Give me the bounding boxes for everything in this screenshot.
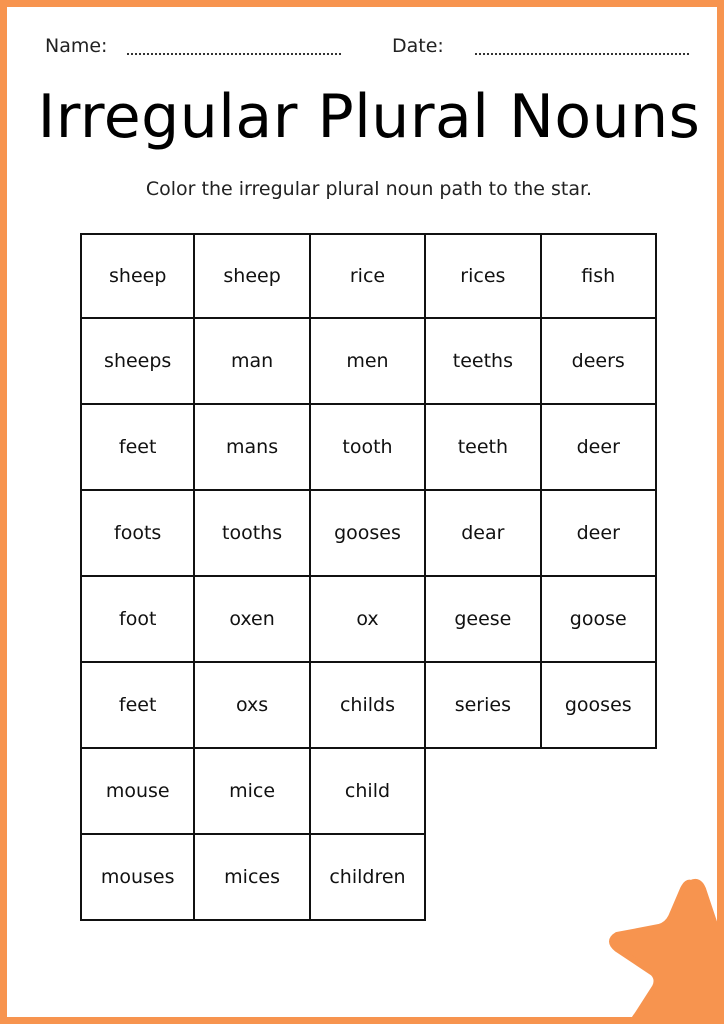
word-label: sheep <box>223 265 281 287</box>
word-cell[interactable] <box>80 663 195 749</box>
word-cell[interactable] <box>426 233 541 319</box>
word-cell[interactable] <box>311 319 426 405</box>
word-cell[interactable] <box>426 319 541 405</box>
word-cell[interactable] <box>195 405 310 491</box>
word-cell[interactable] <box>542 233 657 319</box>
word-cell[interactable] <box>80 577 195 663</box>
word-label: fish <box>581 265 616 287</box>
word-cell[interactable] <box>426 577 541 663</box>
word-cell[interactable] <box>195 663 310 749</box>
word-label: mouses <box>100 866 175 888</box>
word-label: dear <box>461 522 505 544</box>
date-label: Date: <box>392 35 444 57</box>
word-grid <box>80 233 657 921</box>
empty-cell <box>426 749 541 835</box>
word-cell[interactable] <box>80 319 195 405</box>
word-label: feet <box>118 436 157 458</box>
word-cell[interactable] <box>195 233 310 319</box>
word-label: sheeps <box>104 350 172 372</box>
word-cell[interactable] <box>80 491 195 577</box>
word-label: mice <box>229 780 276 802</box>
word-label: series <box>454 694 511 716</box>
word-label: goose <box>569 608 627 630</box>
empty-cell <box>542 749 657 835</box>
word-label: gooses <box>334 522 401 544</box>
date-field[interactable] <box>475 53 689 55</box>
word-cell[interactable] <box>426 491 541 577</box>
word-cell[interactable] <box>80 405 195 491</box>
word-label: tooth <box>342 436 393 458</box>
word-cell[interactable] <box>311 405 426 491</box>
word-label: feet <box>118 694 157 716</box>
empty-cell <box>426 835 541 921</box>
word-label: teeth <box>457 436 509 458</box>
word-label: men <box>346 350 389 372</box>
word-label: gooses <box>564 694 632 716</box>
word-cell[interactable] <box>80 233 195 319</box>
instructions: Color the irregular plural noun path to the star. <box>145 178 593 200</box>
word-label: rices <box>460 265 506 287</box>
star-icon <box>603 875 724 1024</box>
word-label: oxs <box>235 694 269 716</box>
word-label: mices <box>224 866 280 888</box>
word-cell[interactable] <box>542 319 657 405</box>
word-cell[interactable] <box>542 577 657 663</box>
word-label: teeths <box>452 350 513 372</box>
word-label: tooths <box>222 522 283 544</box>
word-label: man <box>230 350 274 372</box>
word-cell[interactable] <box>195 577 310 663</box>
word-label: foots <box>114 522 162 544</box>
word-cell[interactable] <box>311 663 426 749</box>
word-cell[interactable] <box>195 749 310 835</box>
name-field[interactable] <box>127 53 341 55</box>
word-label: foot <box>119 608 157 630</box>
word-cell[interactable] <box>311 491 426 577</box>
word-label: childs <box>339 694 395 716</box>
word-label: deer <box>576 522 620 544</box>
word-label: geese <box>454 608 512 630</box>
word-cell[interactable] <box>80 749 195 835</box>
word-cell[interactable] <box>311 577 426 663</box>
word-label: sheep <box>109 265 167 287</box>
word-cell[interactable] <box>195 491 310 577</box>
word-cell[interactable] <box>542 405 657 491</box>
word-cell[interactable] <box>195 319 310 405</box>
word-label: children <box>329 866 406 888</box>
word-label: mouse <box>105 780 170 802</box>
word-cell[interactable] <box>195 835 310 921</box>
word-label: deer <box>576 436 620 458</box>
word-cell[interactable] <box>311 233 426 319</box>
word-cell[interactable] <box>542 663 657 749</box>
word-label: deers <box>571 350 625 372</box>
word-label: child <box>344 780 391 802</box>
word-cell[interactable] <box>542 491 657 577</box>
word-cell[interactable] <box>426 405 541 491</box>
word-cell[interactable] <box>311 835 426 921</box>
word-cell[interactable] <box>80 835 195 921</box>
page-title: Irregular Plural Nouns <box>37 82 701 152</box>
name-label: Name: <box>45 35 108 57</box>
word-label: oxen <box>229 608 275 630</box>
word-cell[interactable] <box>311 749 426 835</box>
word-label: ox <box>356 608 379 630</box>
word-label: mans <box>226 436 279 458</box>
word-cell[interactable] <box>426 663 541 749</box>
word-label: rice <box>349 265 386 287</box>
